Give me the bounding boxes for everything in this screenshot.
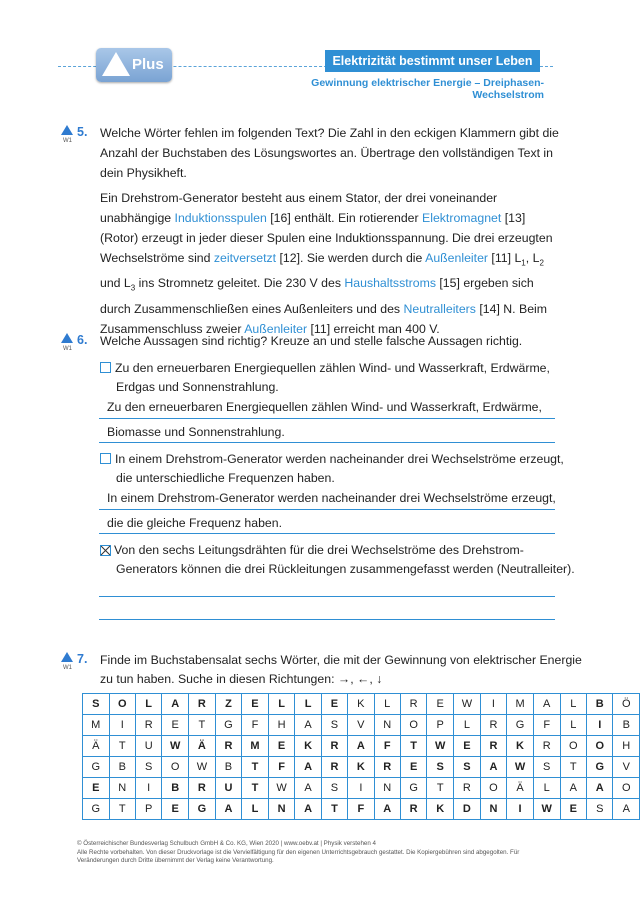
page-subtitle: Gewinnung elektrischer Energie – Dreiphasen-Wechselstrom: [311, 77, 544, 101]
answer-word: Neutralleiters: [403, 301, 476, 316]
subscript: 1: [521, 258, 526, 268]
grid-cell: T: [321, 799, 347, 820]
grid-cell: A: [560, 778, 586, 799]
grid-cell: W: [507, 757, 534, 778]
answer-word: Induktionsspulen: [174, 211, 267, 225]
grid-cell: R: [321, 757, 347, 778]
grid-cell: E: [400, 757, 426, 778]
grid-cell: I: [135, 778, 161, 799]
grid-cell: A: [295, 757, 321, 778]
grid-cell: I: [348, 778, 374, 799]
grid-cell: L: [560, 715, 586, 736]
statement-1: [100, 358, 550, 378]
grid-row: [83, 757, 640, 778]
grid-cell: O: [109, 694, 135, 715]
subscript: 2: [539, 258, 544, 268]
correction-1b: Biomasse und Sonnenstrahlung.: [107, 425, 285, 439]
grid-cell: M: [83, 715, 110, 736]
grid-cell: F: [242, 715, 269, 736]
grid-cell: L: [374, 694, 400, 715]
grid-cell: E: [268, 736, 295, 757]
answer-word: zeitversetzt: [213, 251, 277, 265]
logo-triangle-icon: [102, 52, 130, 76]
subscript: 3: [130, 283, 136, 293]
grid-cell: A: [295, 715, 321, 736]
grid-cell: S: [321, 715, 347, 736]
task-5-text: [100, 188, 562, 339]
grid-cell: R: [400, 694, 426, 715]
checkbox-1[interactable]: [100, 362, 111, 373]
checked-checkbox-3[interactable]: [100, 545, 111, 556]
grid-cell: O: [613, 778, 640, 799]
grid-cell: E: [242, 694, 269, 715]
grid-cell: N: [374, 715, 400, 736]
grid-cell: G: [83, 757, 110, 778]
grid-cell: R: [454, 778, 481, 799]
statement-3-cont: Generators können die drei Rückleitungen zusammengefasst werden (Neutralleiter).: [116, 562, 575, 576]
grid-row: [83, 778, 640, 799]
grid-cell: T: [189, 715, 216, 736]
correction-2a: In einem Drehstrom-Generator werden nacheinander drei Wechselströme erzeugt,: [107, 491, 556, 505]
level-triangle-icon: [61, 652, 73, 662]
grid-cell: G: [587, 757, 613, 778]
grid-cell: E: [83, 778, 110, 799]
grid-cell: F: [268, 757, 295, 778]
grid-cell: R: [533, 736, 560, 757]
grid-cell: R: [480, 736, 506, 757]
grid-cell: H: [268, 715, 295, 736]
grid-cell: A: [348, 736, 374, 757]
grid-cell: S: [321, 778, 347, 799]
grid-cell: O: [480, 778, 506, 799]
text-part: [14] N. Beim Zusammenschluss zweier: [100, 301, 548, 336]
answer-line: [99, 509, 555, 510]
grid-cell: F: [374, 736, 400, 757]
grid-cell: R: [135, 715, 161, 736]
task-7-number: 7.: [77, 652, 88, 666]
grid-cell: T: [109, 799, 135, 820]
grid-cell: W: [427, 736, 454, 757]
grid-cell: L: [135, 694, 161, 715]
grid-cell: A: [162, 694, 189, 715]
grid-cell: S: [533, 757, 560, 778]
grid-cell: K: [427, 799, 454, 820]
grid-cell: L: [242, 799, 269, 820]
plus-logo: [96, 48, 172, 82]
grid-cell: H: [613, 736, 640, 757]
grid-cell: F: [348, 799, 374, 820]
text-part: [11] L: [488, 251, 522, 265]
statement-text: Von den sechs Leitungsdrähten für die drei Wechselströme des Drehstrom-: [114, 543, 524, 557]
correction-2b: die die gleiche Frequenz haben.: [107, 516, 283, 530]
grid-cell: G: [400, 778, 426, 799]
grid-cell: K: [507, 736, 534, 757]
grid-cell: R: [189, 778, 216, 799]
chapter-title: Elektrizität bestimmt unser Leben: [325, 50, 540, 72]
grid-cell: L: [454, 715, 481, 736]
grid-cell: M: [242, 736, 269, 757]
grid-cell: I: [587, 715, 613, 736]
grid-cell: L: [560, 694, 586, 715]
task-6-number: 6.: [77, 333, 88, 347]
text-part: [16] enthält. Ein rotierender: [266, 211, 423, 225]
footer-line-1: © Österreichischer Bundesverlag Schulbuch GmbH & Co. KG, Wien 2020 | www.oebv.at | Physik verstehen 4: [77, 840, 376, 847]
statement-2-cont: die unterschiedliche Frequenzen haben.: [116, 471, 335, 485]
text-part: ins Stromnetz geleitet. Die 230 V des: [135, 276, 345, 291]
task-7-prompt-b: zu tun haben. Suche in diesen Richtungen: →, ←, ↓: [100, 672, 383, 686]
grid-cell: I: [507, 799, 534, 820]
grid-cell: Ä: [507, 778, 534, 799]
checkbox-2[interactable]: [100, 453, 111, 464]
answer-line: [99, 596, 555, 597]
grid-row: [83, 715, 640, 736]
task-7-prompt-a: Finde im Buchstabensalat sechs Wörter, die mit der Gewinnung von elektrischer Energie: [100, 653, 582, 667]
answer-word: Außenleiter: [425, 251, 489, 265]
grid-cell: B: [613, 715, 640, 736]
grid-row: [83, 736, 640, 757]
grid-cell: E: [321, 694, 347, 715]
grid-cell: A: [533, 694, 560, 715]
grid-cell: L: [268, 694, 295, 715]
text-part: [12]. Sie werden durch die: [276, 251, 426, 265]
grid-cell: G: [507, 715, 534, 736]
answer-word: Elektromagnet: [422, 211, 502, 225]
task-5-prompt: Welche Wörter fehlen im folgenden Text? Die Zahl in den eckigen Klammern gibt die Anzahl der Buchstaben des Lösungswortes an. Übertrage den vollständigen Text in dein Physikheft.: [100, 126, 559, 180]
grid-cell: T: [242, 757, 269, 778]
grid-cell: S: [587, 799, 613, 820]
level-label: W1: [63, 665, 72, 671]
grid-cell: S: [427, 757, 454, 778]
grid-cell: M: [507, 694, 534, 715]
logo-text: Plus: [132, 56, 164, 73]
grid-cell: R: [215, 736, 241, 757]
text-part: Ein Drehstrom-Generator besteht aus einem Stator, der drei voneinander unabhängige: [100, 191, 498, 225]
grid-cell: B: [162, 778, 189, 799]
grid-cell: Ö: [613, 694, 640, 715]
grid-cell: N: [480, 799, 506, 820]
grid-cell: T: [242, 778, 269, 799]
grid-cell: A: [295, 778, 321, 799]
grid-cell: L: [295, 694, 321, 715]
grid-cell: O: [400, 715, 426, 736]
grid-cell: Ä: [189, 736, 216, 757]
grid-cell: G: [83, 799, 110, 820]
grid-cell: E: [427, 694, 454, 715]
grid-cell: S: [454, 757, 481, 778]
grid-cell: K: [348, 694, 374, 715]
text-part: , L: [525, 251, 540, 265]
statement-text: In einem Drehstrom-Generator werden nacheinander drei Wechselströme erzeugt,: [115, 452, 564, 466]
level-triangle-icon: [61, 333, 73, 343]
grid-cell: G: [215, 715, 241, 736]
grid-cell: I: [109, 715, 135, 736]
grid-cell: A: [374, 799, 400, 820]
grid-cell: N: [268, 799, 295, 820]
answer-line: [99, 442, 555, 443]
footer: [77, 840, 567, 866]
grid-cell: Ä: [83, 736, 110, 757]
grid-cell: O: [162, 757, 189, 778]
grid-cell: W: [533, 799, 560, 820]
grid-cell: U: [135, 736, 161, 757]
grid-cell: T: [400, 736, 426, 757]
grid-cell: A: [480, 757, 506, 778]
grid-cell: T: [560, 757, 586, 778]
grid-cell: E: [162, 799, 189, 820]
grid-cell: W: [189, 757, 216, 778]
grid-cell: E: [454, 736, 481, 757]
statement-text: Zu den erneuerbaren Energiequellen zählen Wind- und Wasserkraft, Erdwärme,: [115, 361, 550, 375]
grid-cell: R: [189, 694, 216, 715]
answer-line: [99, 418, 555, 419]
grid-cell: V: [348, 715, 374, 736]
grid-cell: P: [427, 715, 454, 736]
grid-cell: D: [454, 799, 481, 820]
grid-cell: E: [162, 715, 189, 736]
grid-cell: O: [587, 736, 613, 757]
text-part: [13] (Rotor) erzeugt in jeder dieser Spulen eine Induktionsspannung. Die drei erzeugten Wechselströme sind: [100, 211, 553, 265]
grid-cell: W: [268, 778, 295, 799]
grid-cell: B: [215, 757, 241, 778]
correction-1a: Zu den erneuerbaren Energiequellen zählen Wind- und Wasserkraft, Erdwärme,: [107, 400, 542, 414]
grid-cell: E: [560, 799, 586, 820]
grid-cell: L: [533, 778, 560, 799]
grid-cell: T: [109, 736, 135, 757]
grid-cell: R: [480, 715, 506, 736]
grid-cell: S: [135, 757, 161, 778]
grid-cell: I: [480, 694, 506, 715]
task-5-number: 5.: [77, 125, 88, 139]
grid-cell: A: [613, 799, 640, 820]
grid-row: [83, 694, 640, 715]
word-search-grid: [82, 693, 640, 820]
grid-cell: R: [400, 799, 426, 820]
grid-cell: N: [374, 778, 400, 799]
grid-cell: W: [162, 736, 189, 757]
text-part: [11] erreicht man 400 V.: [307, 321, 440, 336]
statement-3: [100, 540, 524, 560]
grid-cell: S: [83, 694, 110, 715]
grid-cell: P: [135, 799, 161, 820]
grid-cell: B: [109, 757, 135, 778]
level-label: W1: [63, 138, 72, 144]
grid-cell: A: [295, 799, 321, 820]
statement-1-cont: Erdgas und Sonnenstrahlung.: [116, 380, 279, 394]
grid-cell: B: [587, 694, 613, 715]
grid-cell: K: [348, 757, 374, 778]
grid-cell: V: [613, 757, 640, 778]
statement-2: [100, 449, 564, 469]
grid-cell: A: [215, 799, 241, 820]
grid-cell: O: [560, 736, 586, 757]
grid-cell: W: [454, 694, 481, 715]
grid-cell: U: [215, 778, 241, 799]
grid-cell: F: [533, 715, 560, 736]
answer-word: Haushaltsstroms: [344, 276, 436, 291]
level-triangle-icon: [61, 125, 73, 135]
text-part: und L: [100, 276, 131, 291]
footer-line-2: Alle Rechte vorbehalten. Von dieser Druckvorlage ist die Vervielfältigung für den eigenen Unterrichtsgebrauch gestattet. Die Kopiergebühren sind abgegolten. Für: [77, 848, 520, 856]
grid-cell: K: [295, 736, 321, 757]
answer-line: [99, 619, 555, 620]
grid-cell: R: [321, 736, 347, 757]
grid-cell: T: [427, 778, 454, 799]
answer-word: Außenleiter: [244, 321, 308, 336]
task-6-prompt: Welche Aussagen sind richtig? Kreuze an und stelle falsche Aussagen richtig.: [100, 334, 523, 348]
grid-cell: Z: [215, 694, 241, 715]
level-label: W1: [63, 346, 72, 352]
grid-row: [83, 799, 640, 820]
grid-cell: G: [189, 799, 216, 820]
grid-cell: A: [587, 778, 613, 799]
text-part: [15] ergeben sich durch Zusammenschließen eines Außenleiters und des: [100, 276, 534, 316]
footer-line-3: Veränderungen durch Dritte übernimmt der Verlag keine Verantwortung.: [77, 857, 274, 864]
answer-line: [99, 533, 555, 534]
grid-cell: N: [109, 778, 135, 799]
grid-cell: R: [374, 757, 400, 778]
